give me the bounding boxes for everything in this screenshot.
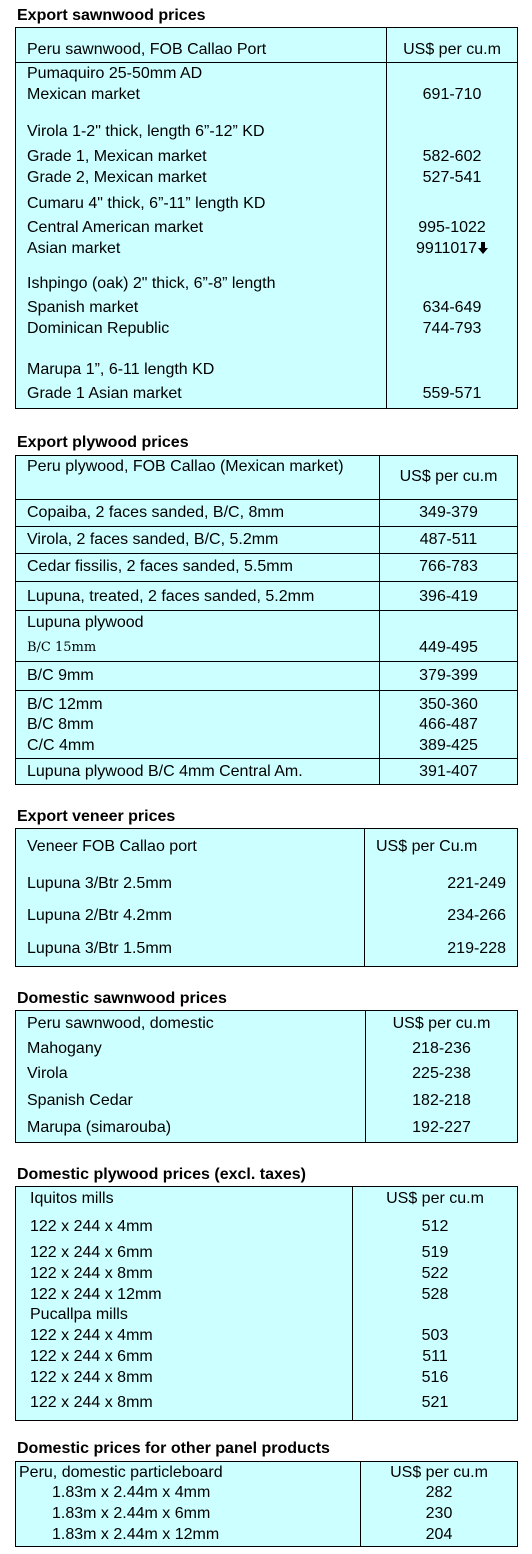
row-value: 634-649 [422, 299, 482, 316]
row-label: Copaiba, 2 faces sanded, B/C, 8mm [27, 504, 285, 521]
row-value: 519 [421, 1244, 449, 1261]
row-label: Marupa (simarouba) [27, 1119, 172, 1136]
row-value: 221-249 [447, 875, 506, 892]
row-value: 349-379 [419, 504, 478, 521]
domestic-plywood-table [15, 1186, 518, 1421]
row-label: B/C 12mm [27, 696, 103, 713]
row-value: 182-218 [412, 1092, 471, 1109]
header-label: Peru sawnwood, FOB Callao Port [27, 41, 267, 58]
row-value: 511 [422, 1348, 448, 1365]
row-label: Ishpingo (oak) 2" thick, 6”-8” length [27, 275, 276, 292]
table-row [16, 527, 518, 554]
row-value: 449-495 [419, 639, 478, 656]
row-label: Lupuna 2/Btr 4.2mm [27, 907, 172, 924]
header-label: Iquitos mills [30, 1190, 114, 1207]
export-veneer-title: Export veneer prices [17, 808, 176, 825]
row-value: 995-1022 [418, 219, 486, 236]
row-label: Virola [27, 1065, 68, 1082]
row-value: 582-602 [422, 148, 482, 165]
row-label: Lupuna plywood [27, 614, 144, 631]
row-label: Grade 1, Mexican market [27, 148, 207, 165]
table-row [16, 582, 518, 611]
table-body [16, 1011, 518, 1143]
header-unit: US$ per cu.m [390, 1464, 488, 1481]
row-label: Cedar fissilis, 2 faces sanded, 5.5mm [27, 558, 293, 575]
row-value: 389-425 [419, 737, 478, 754]
row-value: 466-487 [419, 716, 478, 733]
row-label: Mexican market [27, 86, 140, 103]
row-value: 391-407 [419, 763, 478, 780]
row-label: 122 x 244 x 4mm [30, 1218, 153, 1235]
row-label: Asian market [27, 240, 121, 257]
domestic-panels-title: Domestic prices for other panel products [17, 1440, 330, 1457]
export-sawnwood-table [15, 27, 518, 409]
row-label: Lupuna plywood B/C 4mm Central Am. [27, 763, 303, 780]
row-label: 1.83m x 2.44m x 6mm [52, 1505, 211, 1522]
table-body [16, 1462, 518, 1547]
export-plywood-table [15, 455, 518, 785]
row-value: 192-227 [412, 1119, 471, 1136]
table-row [16, 759, 518, 785]
row-label: B/C 9mm [27, 667, 94, 684]
row-label: Spanish Cedar [27, 1092, 133, 1109]
row-value: 503 [421, 1327, 449, 1344]
row-value: 521 [421, 1394, 449, 1411]
row-value: 350-360 [419, 696, 478, 713]
row-label: Lupuna 3/Btr 1.5mm [27, 940, 172, 957]
row-label: B/C 8mm [27, 716, 94, 733]
row-value: 230 [425, 1505, 453, 1522]
row-value: 9911017 [415, 240, 478, 257]
domestic-panels-table [15, 1461, 518, 1547]
table-body [16, 63, 518, 409]
row-value: 516 [421, 1369, 449, 1386]
table-row [16, 500, 518, 527]
row-value: 225-238 [412, 1065, 471, 1082]
header-label: Peru sawnwood, domestic [27, 1015, 214, 1032]
row-value-with-trend [387, 239, 517, 259]
table-body [16, 1187, 518, 1421]
row-value: 512 [421, 1218, 449, 1235]
table-header-row [16, 28, 518, 63]
row-label: 122 x 244 x 12mm [30, 1286, 162, 1303]
row-label: Marupa 1”, 6-11 length KD [27, 361, 215, 378]
table-header-row [16, 456, 518, 500]
row-label: Grade 2, Mexican market [27, 169, 207, 186]
row-label: 122 x 244 x 6mm [30, 1348, 153, 1365]
row-label: Dominican Republic [27, 320, 170, 337]
header-unit: US$ per Cu.m [376, 838, 478, 855]
row-value: 282 [425, 1484, 453, 1501]
row-value: 528 [421, 1286, 449, 1303]
export-sawnwood-title: Export sawnwood prices [17, 7, 206, 24]
table-row [16, 554, 518, 582]
row-label: Cumaru 4" thick, 6”-11” length KD [27, 195, 266, 212]
header-label: Peru plywood, FOB Callao (Mexican market) [27, 458, 344, 475]
row-value: 691-710 [422, 86, 482, 103]
row-label: C/C 4mm [27, 737, 95, 754]
table-body [16, 829, 518, 967]
header-unit: US$ per cu.m [399, 468, 498, 485]
row-value: 559-571 [422, 385, 482, 402]
header-unit: US$ per cu.m [403, 41, 501, 58]
row-value: 218-236 [412, 1040, 471, 1057]
header-label: Veneer FOB Callao port [27, 838, 197, 855]
header-unit: US$ per cu.m [392, 1015, 491, 1032]
row-label: 1.83m x 2.44m x 12mm [52, 1526, 220, 1543]
table-row [16, 611, 518, 662]
row-label: Spanish market [27, 299, 139, 316]
row-label: Virola, 2 faces sanded, B/C, 5.2mm [27, 531, 279, 548]
export-veneer-table [15, 828, 518, 967]
table-row [16, 662, 518, 691]
row-value: 522 [421, 1265, 449, 1282]
domestic-sawnwood-table [15, 1010, 518, 1143]
domestic-plywood-title: Domestic plywood prices (excl. taxes) [17, 1166, 306, 1183]
row-label: 122 x 244 x 8mm [30, 1265, 153, 1282]
row-label: 122 x 244 x 8mm [30, 1394, 153, 1411]
row-label: 122 x 244 x 4mm [30, 1327, 153, 1344]
row-label: Central American market [27, 219, 204, 236]
row-value: 396-419 [419, 588, 478, 605]
table-row [16, 691, 518, 759]
row-label: Lupuna, treated, 2 faces sanded, 5.2mm [27, 588, 315, 605]
row-value: 766-783 [419, 558, 478, 575]
row-label: 122 x 244 x 8mm [30, 1369, 153, 1386]
row-label: Mahogany [27, 1040, 102, 1057]
row-value: 379-399 [419, 667, 478, 684]
row-value: 204 [425, 1526, 453, 1543]
domestic-sawnwood-title: Domestic sawnwood prices [17, 990, 227, 1007]
row-value: 487-511 [419, 531, 478, 548]
down-arrow-icon [478, 242, 488, 254]
row-value: 219-228 [447, 940, 506, 957]
row-value: 527-541 [422, 169, 482, 186]
row-value: 234-266 [447, 907, 506, 924]
row-label: B/C 15mm [27, 640, 97, 655]
row-label: Pucallpa mills [30, 1306, 128, 1323]
row-label: 1.83m x 2.44m x 4mm [52, 1484, 211, 1501]
row-label: Lupuna 3/Btr 2.5mm [27, 875, 172, 892]
row-label: Pumaquiro 25-50mm AD [27, 65, 203, 82]
header-label: Peru, domestic particleboard [19, 1464, 223, 1481]
row-value: 744-793 [422, 320, 482, 337]
export-plywood-title: Export plywood prices [17, 434, 189, 451]
header-unit: US$ per cu.m [386, 1190, 484, 1207]
row-label: Grade 1 Asian market [27, 385, 182, 402]
row-label: Virola 1-2" thick, length 6”-12” KD [27, 123, 265, 140]
row-label: 122 x 244 x 6mm [30, 1244, 153, 1261]
